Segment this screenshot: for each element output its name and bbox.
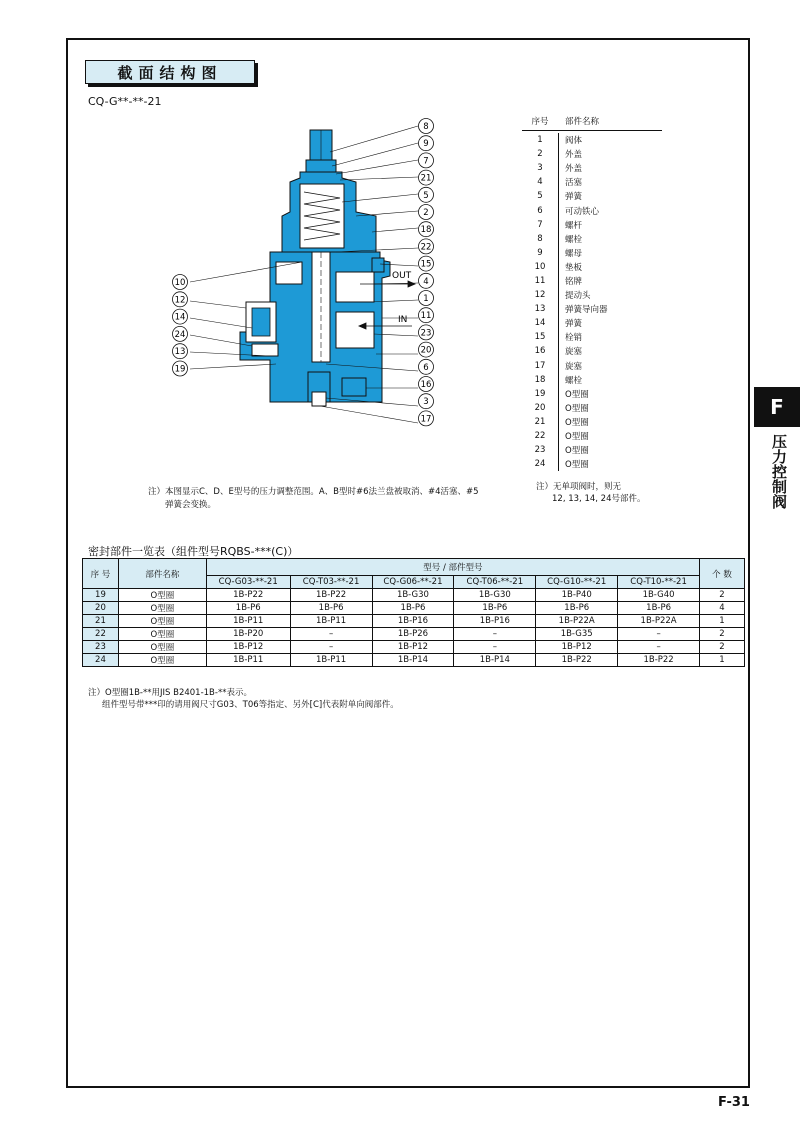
svg-text:12: 12 [174,295,186,306]
seal-table [82,558,745,667]
in-label: IN [398,315,408,325]
parts-list-item [522,175,662,189]
callout-10 [173,275,188,290]
table-cell: 1B-P11 [290,654,372,667]
table-row [83,641,745,654]
table-cell: 1B-P40 [536,589,618,602]
parts-list-item [522,133,662,147]
part-name: O型圈 [558,415,662,429]
parts-list-item [522,373,662,387]
part-name: O型圈 [558,387,662,401]
table-row [83,628,745,641]
table-cell: 1B-P26 [372,628,454,641]
table-cell: 4 [700,602,745,615]
table-cell: 19 [83,589,119,602]
part-name: 螺杆 [558,218,662,232]
svg-text:5: 5 [423,190,429,201]
note-left-line2: 弹簧会变换。 [165,500,217,510]
table-cell: 1B-P22 [206,589,290,602]
callout-19 [173,361,188,376]
parts-list-item [522,344,662,358]
parts-list-item [522,274,662,288]
part-no: 1 [537,135,543,146]
table-cell: 1B-P12 [372,641,454,654]
part-name: 弹簧 [558,316,662,330]
page-number: F-31 [718,1095,750,1110]
table-cell: 1B-G30 [372,589,454,602]
part-name: 栓销 [558,330,662,344]
part-name: 外盖 [558,161,662,175]
part-no: 23 [534,445,546,456]
part-no: 24 [534,459,546,470]
callout-2 [419,205,434,220]
table-cell: 1B-P22 [536,654,618,667]
seal-model-header: CQ-T03-**-21 [290,576,372,589]
svg-text:3: 3 [423,397,429,408]
parts-list-item [522,161,662,175]
part-name: 垫板 [558,260,662,274]
part-no: 15 [534,332,546,343]
table-cell: 1 [700,654,745,667]
table-cell: 1B-P12 [206,641,290,654]
part-no: 21 [534,416,546,427]
callout-13 [173,344,188,359]
parts-list-item [522,218,662,232]
callout-8 [419,119,434,134]
table-cell: 1B-P6 [454,602,536,615]
table-cell: O型圈 [118,654,206,667]
table-cell: – [290,628,372,641]
table-cell: 1B-P6 [206,602,290,615]
part-no: 13 [534,304,546,315]
svg-text:13: 13 [174,347,186,358]
table-cell: 1B-P11 [206,654,290,667]
table-cell: – [454,628,536,641]
part-no: 6 [537,205,543,216]
table-cell: 1B-P22 [618,654,700,667]
parts-col-name: 部件名称 [565,117,600,127]
table-cell: 1B-P12 [536,641,618,654]
table-cell: 1B-P20 [206,628,290,641]
table-cell: O型圈 [118,589,206,602]
seal-model-header: CQ-G03-**-21 [206,576,290,589]
seal-model-header: CQ-T06-**-21 [454,576,536,589]
table-cell: O型圈 [118,641,206,654]
table-cell: 1B-P22 [290,589,372,602]
table-cell: 1B-P6 [618,602,700,615]
seal-h-group: 型号 / 部件型号 [206,559,699,576]
side-tab-text: 压力控制阀 [770,434,788,509]
part-name: 旋塞 [558,359,662,373]
table-cell: 1B-G40 [618,589,700,602]
svg-text:8: 8 [423,122,429,132]
svg-text:17: 17 [420,414,432,425]
callout-18 [419,222,434,237]
table-cell: 1 [700,615,745,628]
table-cell: – [618,641,700,654]
parts-list-header [522,115,662,131]
part-name: 旋塞 [558,344,662,358]
note-left-line1: 注）本图显示C、D、E型号的压力调整范围。A、B型时#6法兰盘被取消、#4活塞、#5 [148,487,479,497]
bottom-note-line1: 注）O型圈1B-**用JIS B2401-1B-**表示。 [88,688,252,698]
parts-list-item [522,246,662,260]
parts-list-item [522,203,662,217]
callout-5 [419,187,434,202]
seal-model-header: CQ-G06-**-21 [372,576,454,589]
svg-text:9: 9 [423,139,429,150]
callout-7 [419,153,434,168]
note-left [148,486,518,512]
parts-list-item [522,260,662,274]
svg-text:6: 6 [423,362,429,373]
part-no: 14 [534,318,546,329]
part-no: 5 [537,191,543,202]
part-name: 活塞 [558,175,662,189]
part-no: 19 [534,388,546,399]
part-no: 16 [534,346,546,357]
table-cell: O型圈 [118,628,206,641]
table-cell: 2 [700,589,745,602]
part-name: O型圈 [558,457,662,471]
parts-list-item [522,415,662,429]
callout-4 [419,273,434,288]
callout-1 [419,291,434,306]
seal-h-no: 序 号 [83,559,119,589]
callout-21 [419,170,434,185]
parts-list-item [522,316,662,330]
seal-h-name: 部件名称 [118,559,206,589]
note-right-line1: 注）无单项阀时，则无 [536,482,622,492]
table-cell: – [618,628,700,641]
table-cell: 1B-G30 [454,589,536,602]
part-name: 弹簧 [558,189,662,203]
callout-6 [419,359,434,374]
part-no: 3 [537,163,543,174]
callout-12 [173,292,188,307]
table-cell: 21 [83,615,119,628]
svg-text:2: 2 [423,208,429,218]
part-no: 12 [534,290,546,301]
svg-text:20: 20 [420,345,432,356]
callouts-left [173,275,188,377]
part-name: 弹簧导向器 [558,302,662,316]
svg-text:4: 4 [423,276,429,287]
table-cell: O型圈 [118,615,206,628]
part-name: 提动头 [558,288,662,302]
table-cell: 1B-P16 [372,615,454,628]
table-cell: 1B-P14 [454,654,536,667]
svg-text:7: 7 [423,156,429,167]
svg-text:15: 15 [420,259,432,270]
table-cell: 2 [700,641,745,654]
parts-list-item [522,443,662,457]
svg-text:10: 10 [174,278,186,288]
parts-list-item [522,429,662,443]
callout-20 [419,342,434,357]
svg-text:18: 18 [420,225,432,236]
svg-text:21: 21 [420,173,432,184]
callout-3 [419,394,434,409]
table-cell: 1B-P11 [290,615,372,628]
table-row [83,615,745,628]
part-no: 7 [537,219,543,230]
parts-list-item [522,330,662,344]
part-name: 铭牌 [558,274,662,288]
seal-table-title: 密封部件一览表（组件型号RQBS-***(C)） [88,545,299,558]
table-cell: 1B-P14 [372,654,454,667]
part-name: O型圈 [558,401,662,415]
part-no: 4 [537,177,543,188]
bottom-note [88,687,399,711]
table-cell: 1B-G35 [536,628,618,641]
part-no: 2 [537,149,543,160]
part-no: 17 [534,360,546,371]
seal-table-body [83,589,745,667]
table-cell: O型圈 [118,602,206,615]
table-row [83,602,745,615]
callout-17 [419,411,434,426]
seal-h-qty: 个 数 [700,559,745,589]
parts-list-item [522,302,662,316]
bottom-note-line2: 组件型号带***印的请用阀尺寸G03、T06等指定、另外[C]代表附单向阀部件。 [102,700,399,710]
callout-16 [419,377,434,392]
table-cell: – [454,641,536,654]
table-cell: 1B-P22A [618,615,700,628]
svg-text:22: 22 [420,242,432,253]
table-cell: 1B-P6 [372,602,454,615]
part-no: 8 [537,233,543,244]
part-name: O型圈 [558,443,662,457]
callout-15 [419,256,434,271]
part-no: 20 [534,402,546,413]
callout-14 [173,309,188,324]
part-name: O型圈 [558,429,662,443]
svg-text:14: 14 [174,312,186,323]
part-name: 螺栓 [558,232,662,246]
seal-model-header: CQ-G10-**-21 [536,576,618,589]
parts-list-item [522,359,662,373]
svg-text:23: 23 [420,328,432,339]
table-cell: 20 [83,602,119,615]
table-cell: 1B-P16 [454,615,536,628]
table-cell: 1B-P22A [536,615,618,628]
part-no: 22 [534,431,546,442]
part-name: 外盖 [558,147,662,161]
table-cell: – [290,641,372,654]
parts-list-item [522,189,662,203]
table-row [83,589,745,602]
part-no: 18 [534,374,546,385]
table-cell: 2 [700,628,745,641]
section-title: 截面结构图 [85,60,255,84]
callouts-right [419,119,434,426]
out-label: OUT [392,271,412,281]
part-name: 阀体 [558,133,662,147]
svg-text:16: 16 [420,380,432,390]
svg-text:1: 1 [423,294,429,304]
callout-24 [173,326,188,341]
note-right-line2: 12, 13, 14, 24号部件。 [552,494,646,504]
parts-list-item [522,387,662,401]
table-cell: 1B-P6 [536,602,618,615]
side-tab-letter: F [754,387,800,427]
model-label: CQ-G**-**-21 [88,95,162,108]
part-name: 螺栓 [558,373,662,387]
svg-text:11: 11 [420,311,432,322]
part-name: 螺母 [558,246,662,260]
parts-list-item [522,288,662,302]
callout-11 [419,308,434,323]
parts-list-item [522,232,662,246]
table-cell: 1B-P6 [290,602,372,615]
callout-22 [419,239,434,254]
part-name: 可动铁心 [558,203,662,217]
callout-23 [419,325,434,340]
part-no: 11 [534,275,546,286]
parts-list [522,115,662,471]
callout-9 [419,136,434,151]
cross-section-diagram [160,112,460,442]
parts-list-item [522,147,662,161]
part-no: 9 [537,247,543,258]
table-cell: 23 [83,641,119,654]
parts-col-no: 序号 [531,117,549,127]
svg-text:24: 24 [174,329,186,340]
parts-list-rows [522,133,662,471]
part-no: 10 [534,261,546,272]
seal-model-header: CQ-T10-**-21 [618,576,700,589]
parts-list-item [522,457,662,471]
table-cell: 24 [83,654,119,667]
parts-list-item [522,401,662,415]
table-cell: 22 [83,628,119,641]
svg-text:19: 19 [174,364,186,375]
note-right [536,481,666,505]
table-row [83,654,745,667]
table-cell: 1B-P11 [206,615,290,628]
